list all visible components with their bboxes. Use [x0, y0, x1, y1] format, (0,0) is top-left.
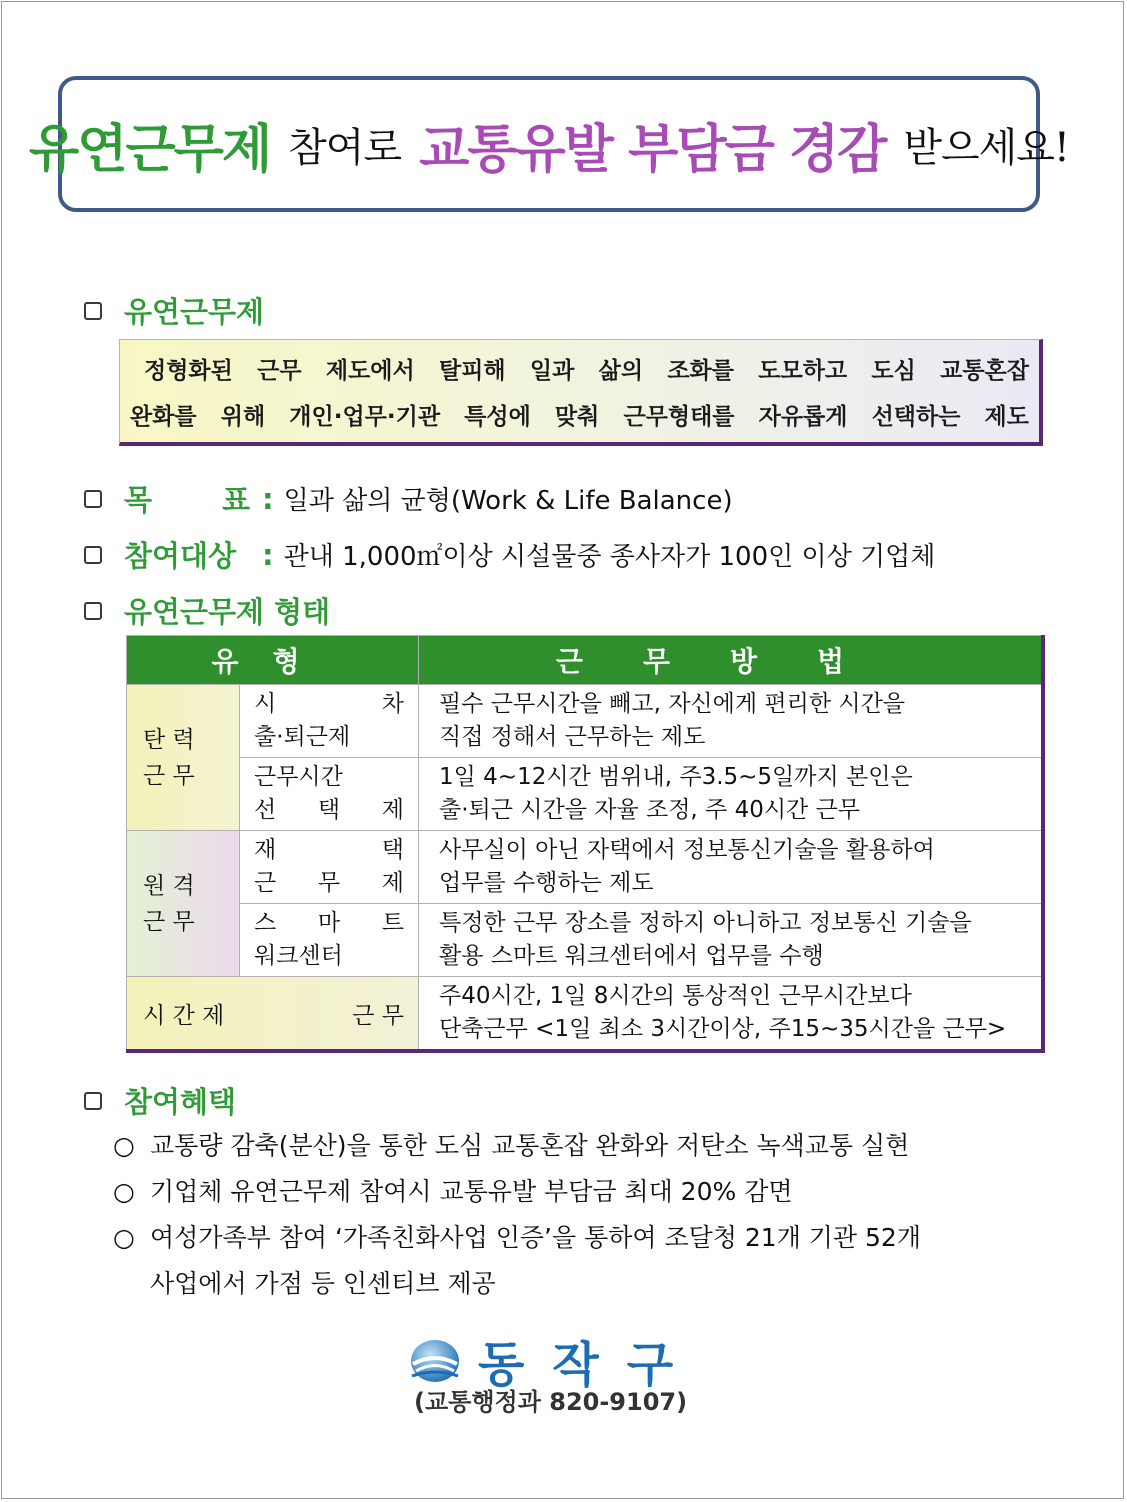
circle-bullet-icon: ○	[113, 1223, 135, 1252]
type-description: 사무실이 아닌 자택에서 정보통신기술을 활용하여 업무를 수행하는 제도	[419, 831, 1044, 904]
benefit-continuation: 사업에서 가점 등 인센티브 제공	[150, 1269, 496, 1298]
checkbox-square-icon	[84, 490, 102, 508]
section-colon: :	[262, 537, 274, 572]
circle-bullet-icon: ○	[113, 1177, 135, 1206]
title-banner	[28, 76, 1070, 212]
contact-info: (교통행정과 820-9107)	[414, 1388, 688, 1416]
table-row	[127, 758, 1044, 831]
header-type: 유형	[127, 636, 419, 685]
section-text: 관내 1,000㎡이상 시설물중 종사자가 100인 이상 기업체	[283, 542, 936, 572]
section-goal	[84, 478, 733, 519]
type-description: 필수 근무시간을 빼고, 자신에게 편리한 시간을 직접 정해서 근무하는 제도	[419, 685, 1044, 758]
section-title: 목 표	[124, 483, 250, 517]
type-name: 스 마 트 워크센터	[240, 904, 419, 977]
section-types	[84, 590, 330, 631]
table-row	[127, 977, 1044, 1052]
benefit-item: ○ 여성가족부 참여 ‘가족친화사업 인증’을 통하여 조달청 21개 기관 52개	[113, 1223, 921, 1252]
type-name: 시 차 출·퇴근제	[240, 685, 419, 758]
section-text: 일과 삶의 균형(Work & Life Balance)	[283, 486, 733, 516]
type-name: 재 택 근 무 제	[240, 831, 419, 904]
section-benefits	[84, 1080, 236, 1121]
header-method: 근무방법	[419, 636, 1044, 685]
type-name: 근무시간 선 택 제	[240, 758, 419, 831]
type-description: 1일 4~12시간 범위내, 주3.5~5일까지 본인은 출·퇴근 시간을 자율 조정, 주 40시간 근무	[419, 758, 1044, 831]
definition-box	[119, 339, 1043, 446]
section-target	[84, 534, 935, 575]
category-flexible: 탄 력 근 무	[127, 685, 240, 831]
title-part-receive: 받으세요!	[903, 124, 1070, 171]
section-title: 유연근무제 형태	[124, 595, 331, 629]
title-part-charge: 교통유발 부담금 경감	[419, 119, 886, 180]
benefit-item: ○ 기업체 유연근무제 참여시 교통유발 부담금 최대 20% 감면	[113, 1177, 793, 1206]
section-flexwork	[84, 290, 264, 331]
checkbox-square-icon	[84, 602, 102, 620]
table-header-row	[127, 636, 1044, 685]
benefit-item: ○ 교통량 감축(분산)을 통한 도심 교통혼잡 완화와 저탄소 녹색교통 실현	[113, 1131, 910, 1160]
table-row	[127, 685, 1044, 758]
table-row	[127, 904, 1044, 977]
type-description: 주40시간, 1일 8시간의 통상적인 근무시간보다 단축근무 <1일 최소 3시간이상, 주15~35시간을 근무>	[419, 977, 1044, 1052]
title-part-participate: 참여로	[288, 124, 402, 171]
definition-line: 정형화된 근무 제도에서 탈피해 일과 삶의 조화를 도모하고 도심 교통혼잡	[144, 358, 1029, 384]
checkbox-square-icon	[84, 546, 102, 564]
category-remote: 원 격 근 무	[127, 831, 240, 977]
definition-line: 완화를 위해 개인·업무·기관 특성에 맞춰 근무형태를 자유롭게 선택하는 제도	[130, 404, 1029, 430]
district-emblem-icon	[410, 1338, 460, 1384]
checkbox-square-icon	[84, 302, 102, 320]
circle-bullet-icon: ○	[113, 1131, 135, 1160]
section-title: 유연근무제	[124, 295, 265, 329]
section-colon: :	[262, 481, 274, 516]
type-description: 특정한 근무 장소를 정하지 아니하고 정보통신 기술을 활용 스마트 워크센터에서 업무를 수행	[419, 904, 1044, 977]
section-title: 참여대상	[124, 539, 237, 573]
district-name: 동작구	[478, 1337, 702, 1393]
title-part-flexwork: 유연근무제	[28, 119, 271, 180]
checkbox-square-icon	[84, 1092, 102, 1110]
work-types-table	[126, 635, 1045, 1053]
table-row	[127, 831, 1044, 904]
section-title: 참여혜택	[124, 1085, 237, 1119]
type-name-parttime: 시 간 제 근 무	[127, 977, 419, 1052]
